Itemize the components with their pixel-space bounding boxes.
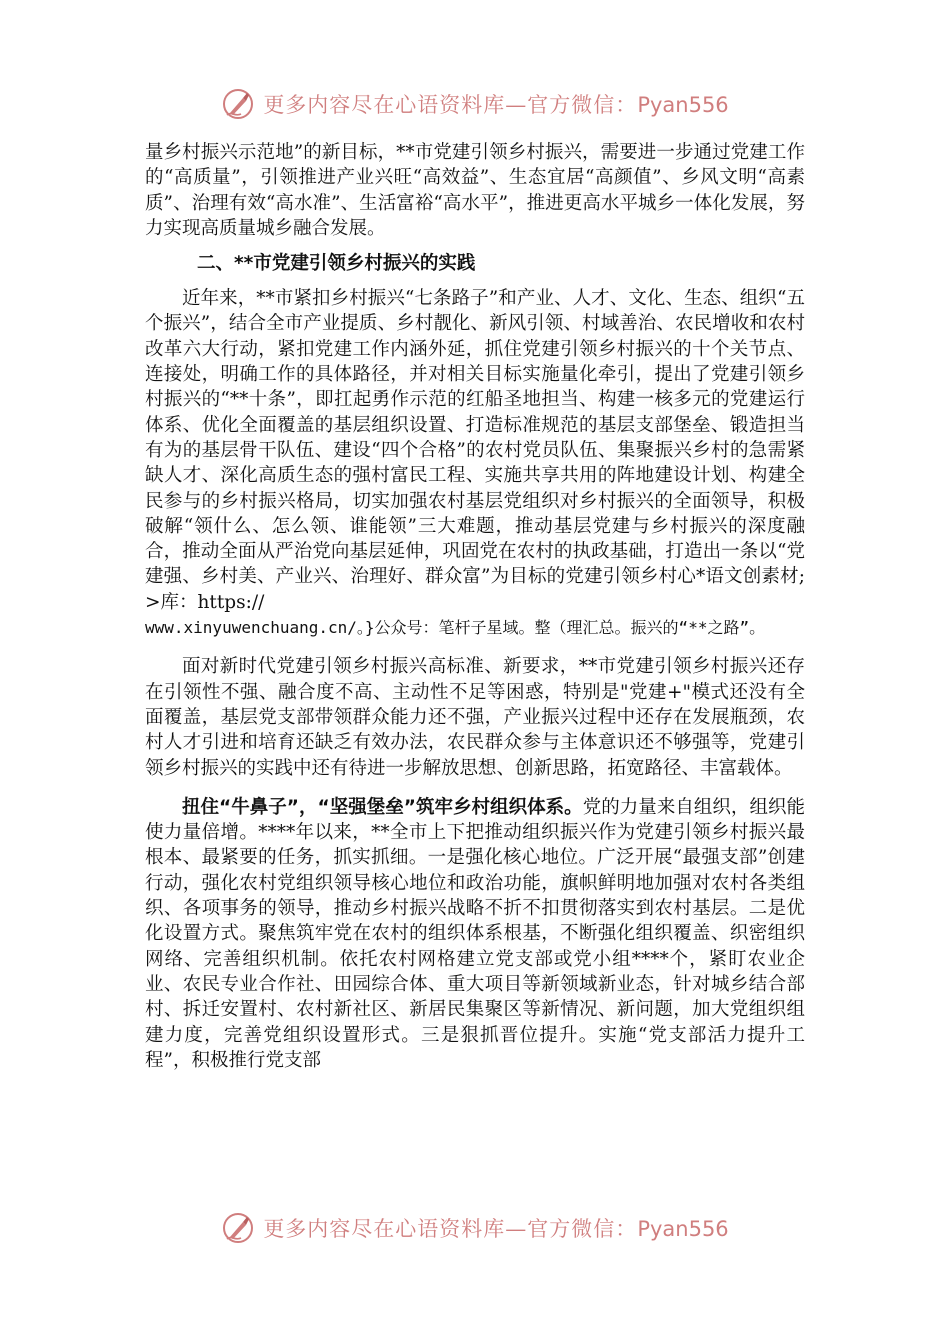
paragraph-lead-bold: 扭住“牛鼻子”，“坚强堡垒”筑牢乡村组织体系。 (182, 796, 583, 818)
paragraph-challenges: 面对新时代党建引领乡村振兴高标准、新要求，**市党建引领乡村振兴还存在引领性不强、融合度不高、主动性不足等困惑，特别是"党建+"模式还没有全面覆盖，基层党支部带领群众能力还不强，产业振兴过程中还存在发展瓶颈，农村人才引进和培育还缺乏有效办法，农民群众参与主体意识还不够强等，党建引领乡村振兴的实践中还有待进一步解放思想、创新思路，拓宽路径、丰富载体。 (145, 656, 805, 779)
section-heading: 二、**市党建引领乡村振兴的实践 (197, 253, 476, 275)
banner-text: 更多内容尽在心语资料库—官方微信：Pyan556 (263, 1217, 729, 1241)
wechat-id: Pyan556 (637, 93, 729, 117)
paragraph-organization (145, 795, 805, 1073)
paragraph-organization-body: 党的力量来自组织，组织能使力量倍增。****年以来，**全市上下把推动组织振兴作为党建引领乡村振兴最根本、最紧要的任务，抓实抓细。一是强化核心地位。广泛开展“最强支部”创建行动，强化农村党组织领导核心地位和政治功能，旗帜鲜明地加强对农村各类组织、各项事务的领导，推动乡村振兴战略不折不扣贯彻落实到农村基层。二是优化设置方式。聚焦筑牢党在农村的组织体系根基，不断强化组织覆盖、织密组织网络、完善组织机制。依托农村网格建立党支部或党小组****个，紧盯农业企业、农民专业合作社、田园综合体、重大项目等新领域新业态，针对城乡结合部村、拆迁安置村、农村新社区、新居民集聚区等新情况、新问题，加大党组织组建力度，完善党组织设置形式。三是狠抓晋位提升。实施“党支部活力提升工程”，积极推行党支部 (145, 796, 805, 1071)
footer-banner (0, 1208, 950, 1248)
paragraph-practice: 近年来，**市紧扣乡村振兴“七条路子”和产业、人才、文化、生态、组织“五个振兴”，结合全市产业提质、乡村靓化、新风引领、村域善治、农民增收和农村改革六大行动，紧扣党建工作内涵外延，抓住党建引领乡村振兴的十个关节点、连接处，明确工作的具体路径，并对相关目标实施量化牵引，提出了党建引领乡村振兴的“**十条”，即扛起勇作示范的红船圣地担当、构建一核多元的党建运行体系、优化全面覆盖的基层组织设置、打造标准规范的基层支部堡垒、锻造担当有为的基层骨干队伍、建设“四个合格”的农村党员队伍、集聚振兴乡村的急需紧缺人才、深化高质生态的强村富民工程、实施共享共用的阵地建设计划、构建全民参与的乡村振兴格局，切实加强农村基层党组织对乡村振兴的全面领导，积极破解“领什么、怎么领、谁能领”三大难题，推动基层党建与乡村振兴的深度融合，推动全面从严治党向基层延伸，巩固党在农村的执政基础，打造出一条以“党建强、乡村美、产业兴、治理好、群众富”为目标的党建引领乡村心*语文创素材;>库：https:// (145, 288, 805, 613)
paragraph-intro: 量乡村振兴示范地”的新目标，**市党建引领乡村振兴，需要进一步通过党建工作的“高质量”，引领推进产业兴旺“高效益”、生态宜居“高颜值”、乡风文明“高素质”、治理有效“高水准”、生活富裕“高水平”，推进更高水平城乡一体化发展，努力实现高质量城乡融合发展。 (145, 142, 805, 239)
pen-nib-icon (221, 1211, 255, 1245)
document-body (145, 140, 805, 1073)
banner-text: 更多内容尽在心语资料库—官方微信：Pyan556 (263, 93, 729, 117)
header-banner (0, 84, 950, 124)
paragraph-url-line: www.xinyuwenchuang.cn/。}公众号：笔杆子星域。整（理汇总。振兴的“**之路”。 (145, 618, 766, 638)
pen-nib-icon (221, 87, 255, 121)
wechat-id: Pyan556 (637, 1217, 729, 1241)
